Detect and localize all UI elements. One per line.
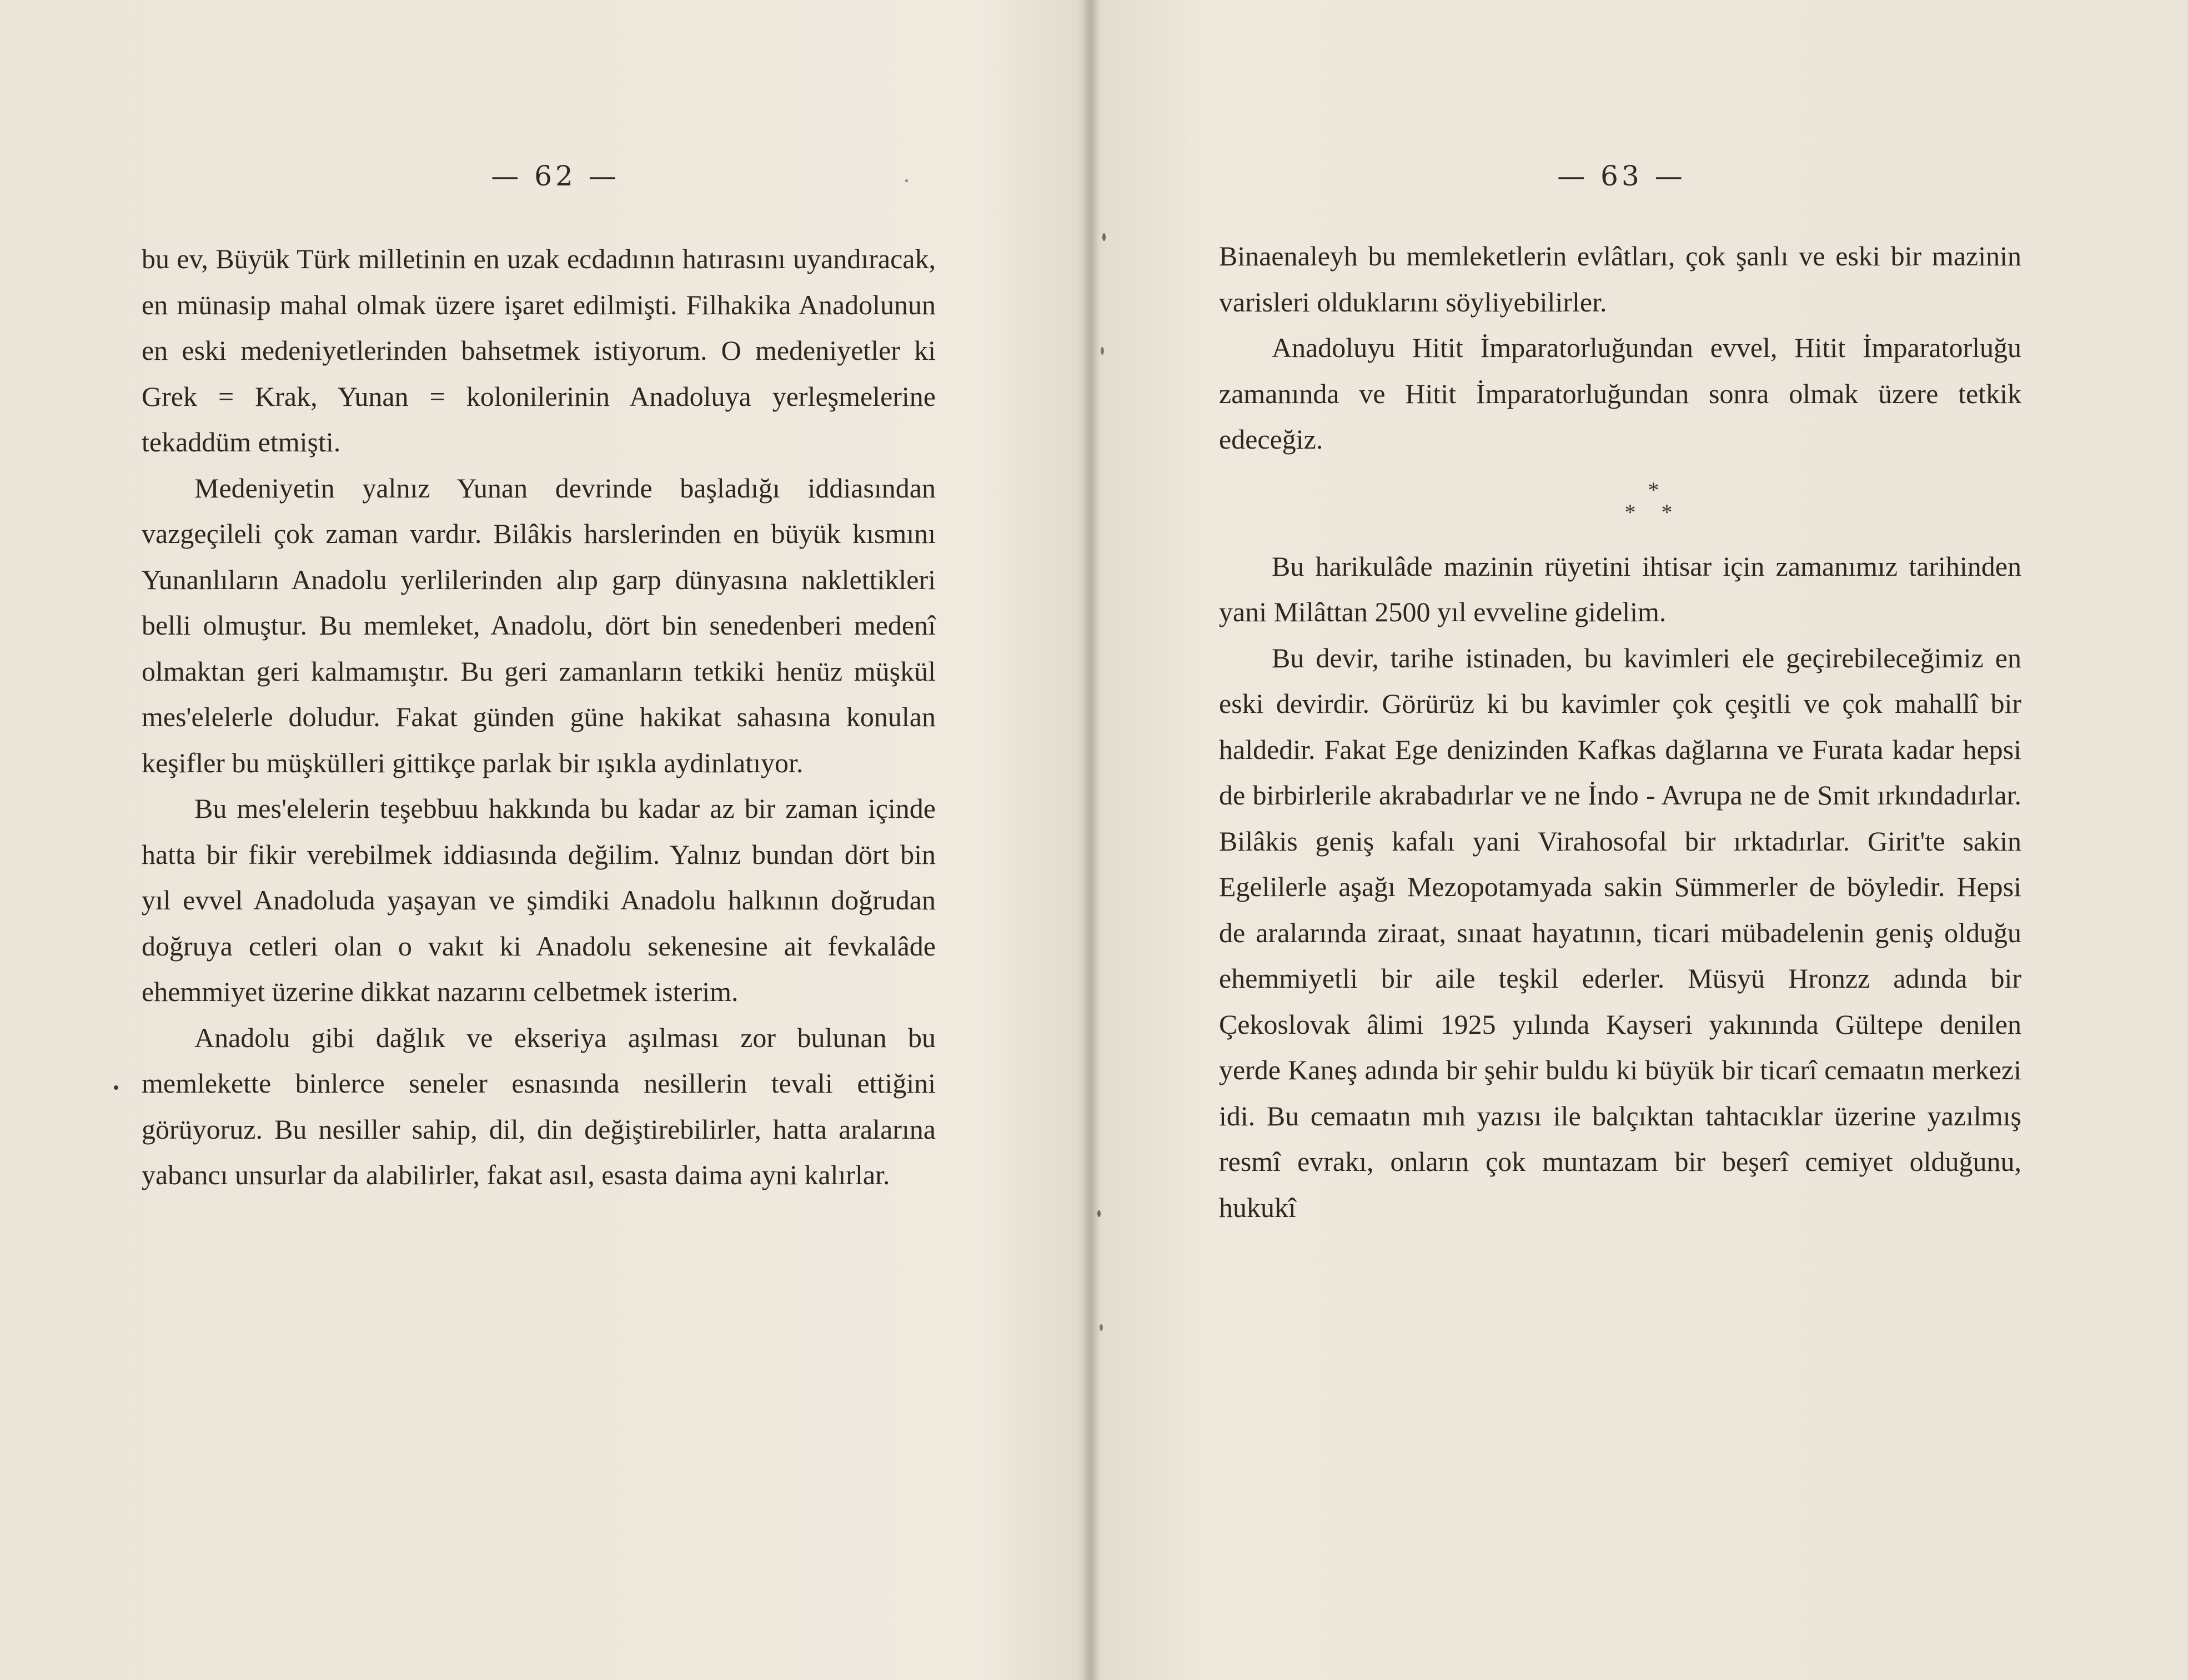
- asterism-top: *: [1648, 477, 1659, 502]
- paper-speck: [1100, 1324, 1103, 1331]
- paragraph: Bu mes'elelerin teşebbuu hakkında bu kadar az bir zaman içinde hatta bir fikir verebilmek iddiasında değilim. Yalnız bundan dört bin yıl evvel Anadoluda yaşayan ve şimdiki Anadolu halkının doğrudan doğruya cetleri olan o vakıt ki Anadolu sekenesine ait fevkalâde ehemmiyet üzerine dikkat nazarını celbetmek isterim.: [142, 793, 936, 1007]
- asterism-bottom: * *: [1624, 499, 1683, 525]
- paragraph: Medeniyetin yalnız Yunan devrinde başladığı iddiasından vazgeçileli çok zaman vardır. Bilâkis harslerinden en büyük kısmını Yunanlıların Anadolu yerlilerinden alıp garp dünyasına naklettikleri belli olmuştur. Bu memleket, Anadolu, dört bin senedenberi medenî olmaktan geri kalmamıştır. Bu geri zamanların tetkiki henüz müşkül mes'elelerle doludur. Fakat günden güne hakikat sahasına konulan keşifler bu müşkülleri gittikçe parlak bir ışıkla aydinlatıyor.: [142, 472, 936, 778]
- paper-speck: [1101, 347, 1104, 355]
- right-page-text: [1219, 233, 2021, 1230]
- page-number-right: — 63 —: [1557, 160, 1686, 192]
- paragraph: Anadoluyu Hitit İmparatorluğundan evvel, Hitit İmparatorluğu zamanında ve Hitit İmparatorluğundan sonra olmak üzere tetkik edeceğiz.: [1219, 332, 2021, 455]
- left-page: [0, 0, 1088, 1680]
- paper-speck: [1097, 1210, 1101, 1217]
- paragraph: bu ev, Büyük Türk milletinin en uzak ecdadının hatırasını uyandıracak, en münasip mahal olmak üzere işaret edilmişti. Filhakika Anadolunun en eski medeniyetlerinden bahsetmek istiyorum. O medeniyetler ki Grek = Krak, Yunan = kolonilerinin Anadoluya yerleşmelerine tekaddüm etmişti.: [142, 243, 936, 457]
- paper-speck: [1102, 233, 1106, 241]
- asterism-divider: [1219, 479, 2021, 524]
- right-page: [1100, 0, 2188, 1680]
- paragraph: Anadolu gibi dağlık ve ekseriya aşılması zor bulunan bu memlekette binlerce seneler esnasında nesillerin tevali ettiğini görüyoruz. Bu nesiller sahip, dil, din değiştirebilirler, hatta aralarına yabancı unsurlar da alabilirler, fakat asıl, esasta daima ayni kalırlar.: [142, 1022, 936, 1190]
- paragraph: Binaenaleyh bu memleketlerin evlâtları, çok şanlı ve eski bir mazinin varisleri olduklarını söyliyebilirler.: [1219, 240, 2021, 318]
- page-number-left: — 62 —: [491, 160, 620, 192]
- paragraph: Bu harikulâde mazinin rüyetini ihtisar için zamanımız tarihinden yani Milâttan 2500 yıl evveline gidelim.: [1219, 550, 2021, 627]
- paragraph: Bu devir, tarihe istinaden, bu kavimleri ele geçirebileceğimiz en eski devirdir. Görürüz ki bu kavimler çok çeşitli ve çok mahallî bir haldedir. Fakat Ege denizinden Kafkas dağlarına ve Furata kadar hepsi de birbirlerile akrabadırlar ve ne İndo - Avrupa ne de Smit ırkındadırlar. Bilâkis geniş kafalı yani Virahosofal bir ırktadırlar. Girit'te sakin Egelilerle aşağı Mezopotamyada sakin Sümmerler de böyledir. Hepsi de aralarında ziraat, sınaat hayatının, ticari mübadelenin geniş olduğu ehemmiyetli bir aile teşkil ederler. Müsyü Hronzz adında bir Çekoslovak âlimi 1925 yılında Kayseri yakınında Gültepe denilen yerde Kaneş adında bir şehir buldu ki büyük bir ticarî cemaatın merkezi idi. Bu cemaatın mıh yazısı ile balçıktan tahtacıklar üzerine yazılmış resmî evrakı, onların çok muntazam bir beşerî cemiyet olduğunu, hukukî: [1219, 642, 2021, 1223]
- paper-speck: [114, 1085, 118, 1090]
- paper-speck: [905, 179, 908, 182]
- left-page-text: [142, 236, 936, 1198]
